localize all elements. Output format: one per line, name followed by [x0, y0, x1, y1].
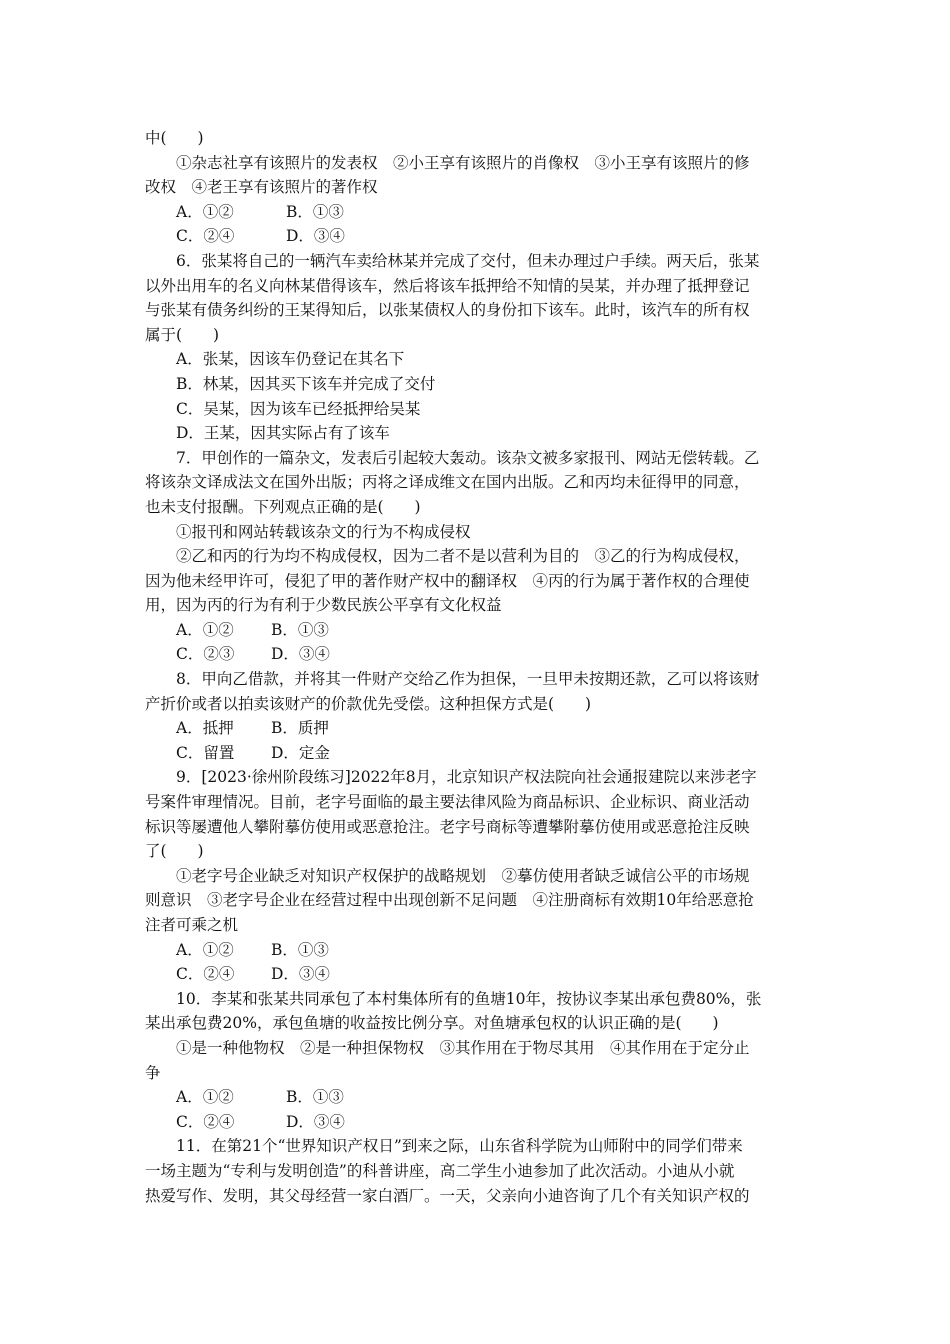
- q9-statements-line3: 注者可乘之机: [145, 916, 239, 934]
- q7-option-a: A．①②: [176, 620, 234, 639]
- q9-options-row1: [145, 938, 809, 963]
- q6-option-c: C．吴某，因为该车已经抵押给吴某: [176, 399, 421, 418]
- q9-option-a: A．①②: [176, 940, 234, 959]
- q9-stem-line1: 9．[2023·徐州阶段练习]2022年8月，北京知识产权法院向社会通报建院以来涉老字: [176, 768, 757, 787]
- q7-stem-line3: 也未支付报酬。下列观点正确的是( ): [145, 497, 421, 516]
- q5-option-a: A．①②: [176, 202, 234, 221]
- q7-statements-line1: ②乙和丙的行为均不构成侵权，因为二者不是以营利为目的 ③乙的行为构成侵权，: [176, 547, 750, 566]
- q5-options-row2: [145, 224, 809, 249]
- q7-statement-1: ①报刊和网站转载该杂文的行为不构成侵权: [176, 522, 471, 541]
- q6-stem-line1: 6．张某将自己的一辆汽车卖给林某并完成了交付，但未办理过户手续。两天后，张某: [176, 251, 760, 270]
- q9-stem-line4: 了( ): [145, 842, 204, 861]
- q9-options-row2: [145, 962, 809, 987]
- q5-option-b: B．①③: [286, 202, 344, 221]
- q7-option-b: B．①③: [271, 620, 329, 639]
- q11-stem-line3: 热爱写作、发明，其父母经营一家白酒厂。一天，父亲向小迪咨询了几个有关知识产权的: [145, 1186, 750, 1205]
- q5-stem-end: 中( ): [145, 129, 204, 147]
- q10-options-row1: [145, 1085, 809, 1110]
- q9-option-c: C．②④: [176, 965, 235, 984]
- q10-stem-line2: 某出承包费20%，承包鱼塘的收益按比例分享。对鱼塘承包权的认识正确的是( ): [145, 1014, 719, 1033]
- q10-stem-line1: 10．李某和张某共同承包了本村集体所有的鱼塘10年，按协议李某出承包费80%，张: [176, 989, 762, 1008]
- document-page: [145, 126, 809, 1208]
- q6-option-b: B．林某，因其买下该车并完成了交付: [176, 374, 436, 393]
- q10-option-b: B．①③: [286, 1088, 344, 1107]
- q7-stem-line2: 将该杂文译成法文在国外出版；丙将之译成维文在国内出版。乙和丙均未征得甲的同意，: [145, 473, 750, 492]
- q5-statements-line2: 改权 ④老王享有该照片的著作权: [145, 178, 378, 197]
- q9-statements-line1: ①老字号企业缺乏对知识产权保护的战略规划 ②摹仿使用者缺乏诚信公平的市场规: [176, 866, 750, 885]
- q9-stem-line2: 号案件审理情况。目前，老字号面临的最主要法律风险为商品标识、企业标识、商业活动: [145, 793, 750, 812]
- q10-option-a: A．①②: [176, 1088, 234, 1107]
- q7-statements-line3: 用，因为丙的行为有利于少数民族公平享有文化权益: [145, 596, 502, 615]
- q10-statements-line2: 争: [145, 1063, 161, 1082]
- q7-statements-line2: 因为他未经甲许可，侵犯了甲的著作财产权中的翻译权 ④丙的行为属于著作权的合理使: [145, 571, 750, 590]
- q6-option-a: A．张某，因该车仍登记在其名下: [176, 350, 405, 369]
- q8-option-c: C．留置: [176, 743, 235, 762]
- q10-statements-line1: ①是一种他物权 ②是一种担保物权 ③其作用在于物尽其用 ④其作用在于定分止: [176, 1038, 750, 1057]
- q7-stem-line1: 7．甲创作的一篇杂文，发表后引起较大轰动。该杂文被多家报刊、网站无偿转载。乙: [176, 448, 760, 467]
- q5-options-row1: [145, 200, 809, 225]
- q7-option-c: C．②③: [176, 645, 235, 664]
- q8-option-d: D．定金: [271, 743, 330, 762]
- q8-options-row2: [145, 741, 809, 766]
- q10-option-c: C．②④: [176, 1112, 235, 1131]
- q10-option-d: D．③④: [286, 1112, 345, 1131]
- q9-option-b: B．①③: [271, 940, 329, 959]
- q7-options-row2: [145, 642, 809, 667]
- q6-option-d: D．王某，因其实际占有了该车: [176, 424, 390, 443]
- q8-option-a: A．抵押: [176, 719, 234, 738]
- q6-stem-line2: 以外出用车的名义向林某借得该车，然后将该车抵押给不知情的吴某，并办理了抵押登记: [145, 276, 750, 295]
- q11-stem-line2: 一场主题为“专利与发明创造”的科普讲座，高二学生小迪参加了此次活动。小迪从小就: [145, 1161, 735, 1180]
- q9-stem-line3: 标识等屡遭他人攀附摹仿使用或恶意抢注。老字号商标等遭攀附摹仿使用或恶意抢注反映: [145, 817, 750, 836]
- q8-option-b: B．质押: [271, 719, 329, 738]
- q6-stem-line3: 与张某有债务纠纷的王某得知后，以张某债权人的身份扣下该车。此时，该汽车的所有权: [145, 301, 750, 320]
- q8-stem-line1: 8．甲向乙借款，并将其一件财产交给乙作为担保，一旦甲未按期还款，乙可以将该财: [176, 670, 760, 689]
- q9-statements-line2: 则意识 ③老字号企业在经营过程中出现创新不足问题 ④注册商标有效期10年给恶意抢: [145, 891, 754, 910]
- q8-options-row1: [145, 716, 809, 741]
- q5-option-d: D．③④: [286, 227, 345, 246]
- q5-option-c: C．②④: [176, 227, 235, 246]
- q5-statements-line1: ①杂志社享有该照片的发表权 ②小王享有该照片的肖像权 ③小王享有该照片的修: [176, 153, 750, 172]
- q7-options-row1: [145, 618, 809, 643]
- q8-stem-line2: 产折价或者以拍卖该财产的价款优先受偿。这种担保方式是( ): [145, 694, 592, 713]
- q7-option-d: D．③④: [271, 645, 330, 664]
- q11-stem-line1: 11．在第21个“世界知识产权日”到来之际，山东省科学院为山师附中的同学们带来: [176, 1137, 743, 1156]
- q10-options-row2: [145, 1110, 809, 1135]
- q6-stem-line4: 属于( ): [145, 325, 220, 344]
- q9-option-d: D．③④: [271, 965, 330, 984]
